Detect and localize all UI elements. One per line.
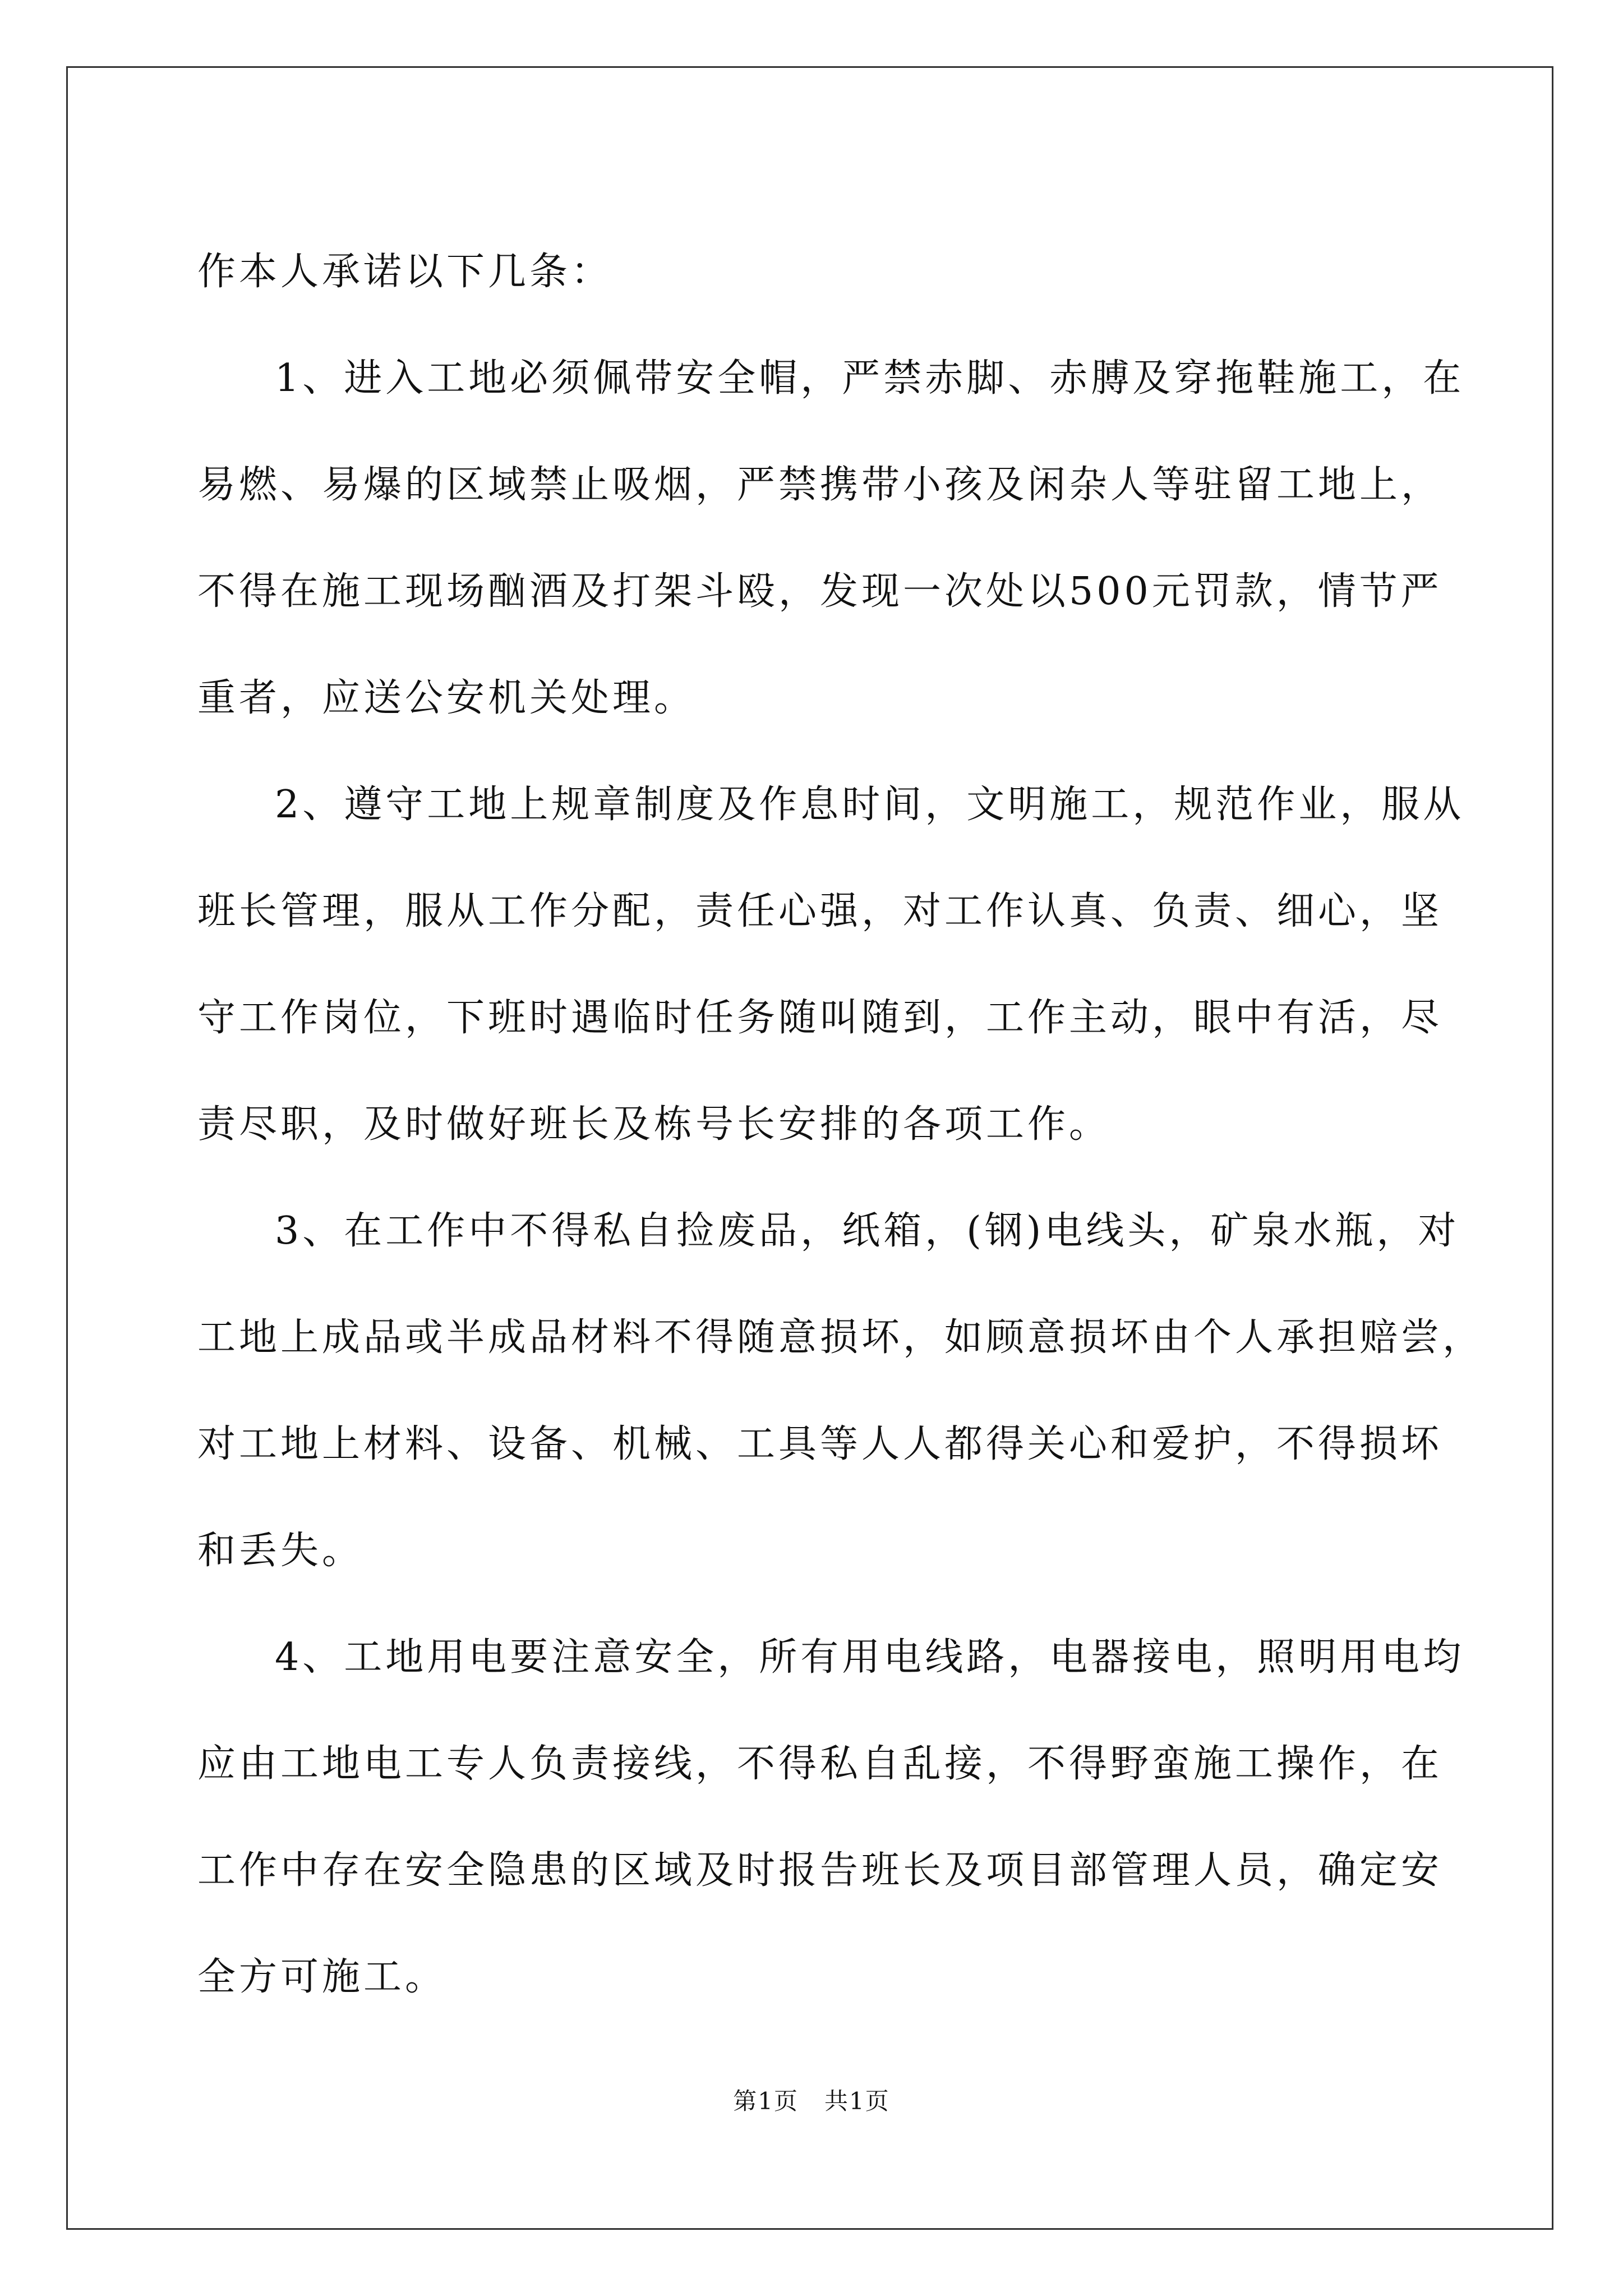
text-line: 责尽职，及时做好班长及栋号长安排的各项工作。 bbox=[197, 1102, 1111, 1147]
text-line: 2、遵守工地上规章制度及作息时间，文明施工，规范作业，服从 bbox=[275, 783, 1465, 827]
page-total: 共1页 bbox=[824, 2087, 890, 2115]
text-line: 和丢失。 bbox=[197, 1529, 364, 1573]
text-line: 工作中存在安全隐患的区域及时报告班长及项目部管理人员，确定安 bbox=[197, 1848, 1443, 1893]
text-line: 易燃、易爆的区域禁止吸烟，严禁携带小孩及闲杂人等驻留工地上， bbox=[197, 463, 1443, 507]
text-line: 不得在施工现场酗酒及打架斗殴，发现一次处以500元罚款，情节严 bbox=[197, 569, 1442, 614]
text-line: 守工作岗位，下班时遇临时任务随叫随到，工作主动，眼中有活，尽 bbox=[197, 996, 1443, 1040]
page-footer bbox=[0, 2085, 1623, 2118]
text-line: 1、进入工地必须佩带安全帽，严禁赤脚、赤膊及穿拖鞋施工，在 bbox=[275, 356, 1465, 401]
text-line: 重者，应送公安机关处理。 bbox=[197, 676, 696, 720]
text-line: 全方可施工。 bbox=[197, 1955, 447, 1999]
text-line: 工地上成品或半成品材料不得随意损坏，如顾意损坏由个人承担赔尝， bbox=[197, 1315, 1484, 1360]
document-body bbox=[197, 219, 1484, 2031]
text-line: 对工地上材料、设备、机械、工具等人人都得关心和爱护，不得损坏 bbox=[197, 1422, 1443, 1466]
text-line: 3、在工作中不得私自捡废品，纸箱，(钢)电线头，矿泉水瓶，对 bbox=[275, 1209, 1460, 1253]
page-current: 第1页 bbox=[733, 2087, 799, 2115]
text-line: 应由工地电工专人负责接线，不得私自乱接，不得野蛮施工操作，在 bbox=[197, 1742, 1443, 1786]
text-line: 4、工地用电要注意安全，所有用电线路，电器接电，照明用电均 bbox=[275, 1635, 1465, 1680]
text-line: 班长管理，服从工作分配，责任心强，对工作认真、负责、细心，坚 bbox=[197, 889, 1443, 933]
text-line: 作本人承诺以下几条： bbox=[197, 250, 613, 294]
